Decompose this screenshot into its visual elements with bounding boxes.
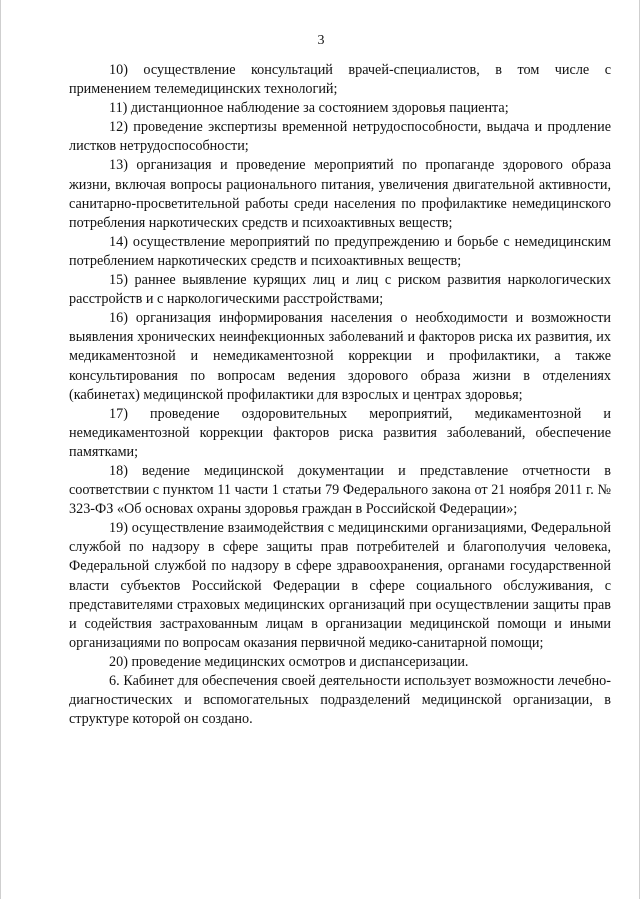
paragraph-item-10: 10) осуществление консультаций врачей-специалистов, в том числе с применением телемедицинских технологий; [69, 62, 611, 98]
paragraph-item-15: 15) раннее выявление курящих лиц и лиц с риском развития наркологических расстройств и с наркологическими расстройствами; [69, 272, 611, 308]
page-number: 3 [317, 33, 325, 48]
paragraph-item-12: 12) проведение экспертизы временной нетрудоспособности, выдача и продление листков нетрудоспособности; [69, 119, 611, 155]
paragraph-item-16: 16) организация информирования населения о необходимости и возможности выявления хронических неинфекционных заболеваний и факторов риска их развития, их медикаментозной и немедикаментозной коррекции и профилактики, а также консультирования по вопросам ведения здорового образа жизни в отделениях (кабинетах) медицинской профилактики для взрослых и центрах здоровья; [69, 310, 611, 403]
paragraph-section-6: 6. Кабинет для обеспечения своей деятельности использует возможности лечебно-диагностических и вспомогательных подразделений медицинской организации, в структуре которой он создано. [69, 673, 611, 728]
paragraph-item-19: 19) осуществление взаимодействия с медицинскими организациями, Федеральной службой по надзору в сфере защиты прав потребителей и благополучия человека, Федеральной службой по надзору в сфере здравоохранения, органами государственной власти субъектов Российской Федерации в сфере социального обслуживания, с представителями страховых медицинских организаций при осуществлении защиты прав и содействия застрахованным лицам в организации медицинской помощи и иными организациями по вопросам оказания первичной медико-санитарной помощи; [69, 520, 611, 651]
paragraph-item-13: 13) организация и проведение мероприятий по пропаганде здорового образа жизни, включая вопросы рационального питания, увеличения двигательной активности, санитарно-просветительной работы среди населения по профилактике немедицинского потребления наркотических средств и психоактивных веществ; [69, 157, 611, 231]
paragraph-item-11: 11) дистанционное наблюдение за состоянием здоровья пациента; [109, 100, 509, 117]
document-body [69, 61, 611, 729]
paragraph-item-18: 18) ведение медицинской документации и представление отчетности в соответствии с пунктом 11 части 1 статьи 79 Федерального закона от 21 ноября 2011 г. № 323-ФЗ «Об основах охраны здоровья граждан в Российской Федерации»; [69, 462, 611, 518]
paragraph-item-17: 17) проведение оздоровительных мероприятий, медикаментозной и немедикаментозной коррекции факторов риска развития заболеваний, обеспечение памятками; [69, 405, 611, 460]
paragraph-item-14: 14) осуществление мероприятий по предупреждению и борьбе с немедицинским потреблением наркотических средств и психоактивных веществ; [69, 233, 611, 269]
paragraph-item-20: 20) проведение медицинских осмотров и диспансеризации. [109, 653, 469, 670]
